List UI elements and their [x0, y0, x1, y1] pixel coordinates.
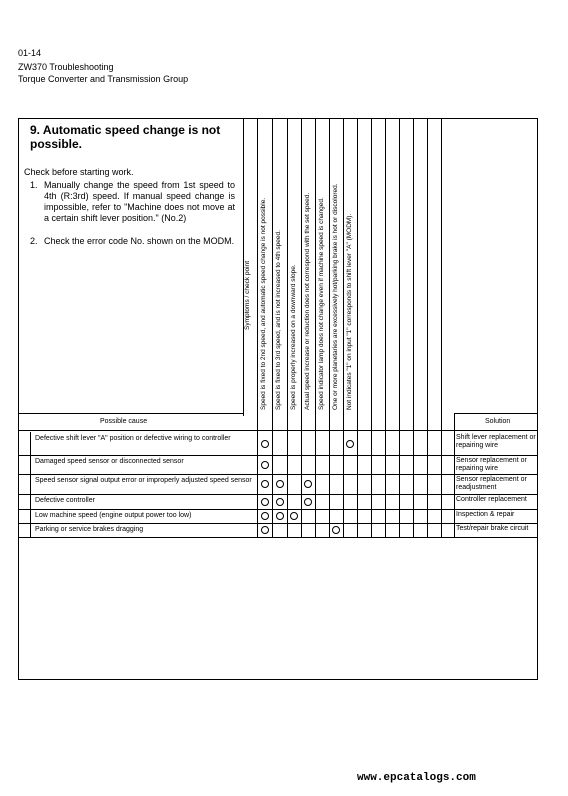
check-mark-circle: [261, 498, 269, 506]
cause-text: Damaged speed sensor or disconnected sensor: [35, 458, 184, 465]
row-divider: [18, 474, 538, 475]
column-divider: [30, 432, 31, 537]
check-number: 2.: [30, 236, 38, 246]
check-number: 1.: [30, 180, 38, 190]
column-divider: [454, 413, 455, 537]
cause-text: Defective shift lever "A" position or defective wiring to controller: [35, 435, 231, 442]
row-divider: [18, 455, 538, 456]
symptoms-header: Symptoms / check point: [244, 261, 251, 330]
check-mark-circle: [346, 440, 354, 448]
symptom-label: Speed is properly increased on a downward slope.: [290, 264, 297, 410]
check-mark-circle: [276, 480, 284, 488]
solution-text: Test/repair brake circuit: [456, 525, 529, 532]
solution-text: Sensor replacement or repairing wire: [456, 457, 527, 472]
check-mark-circle: [276, 512, 284, 520]
row-divider: [454, 413, 538, 414]
symptom-label: One or more planetaries are excessively hot/parking brake is hot or discolored.: [332, 183, 339, 410]
intro-text: Check before starting work.: [24, 167, 134, 177]
symptom-label: Not indicates "1" on input "1" corresponds to shift lever "A" (MODM).: [346, 213, 353, 410]
model-title: ZW370 Troubleshooting: [18, 62, 114, 72]
check-mark-circle: [276, 498, 284, 506]
row-divider: [18, 523, 538, 524]
cause-text: Low machine speed (engine output power too low): [35, 512, 192, 519]
check-mark-circle: [261, 512, 269, 520]
check-item: [30, 236, 235, 247]
row-divider: [18, 509, 538, 510]
check-mark-circle: [261, 461, 269, 469]
check-mark-circle: [304, 480, 312, 488]
page-number: 01-14: [18, 48, 42, 58]
symptom-label: Speed is fixed to 2nd speed, and automatic speed change is not possible.: [260, 197, 267, 410]
cause-header: Possible cause: [100, 418, 148, 425]
check-mark-circle: [261, 480, 269, 488]
watermark: www.epcatalogs.com: [357, 772, 476, 784]
check-item: [30, 180, 235, 224]
check-mark-circle: [332, 526, 340, 534]
solution-text: Shift lever replacement or repairing wire: [456, 434, 536, 449]
check-text: Manually change the speed from 1st speed to 4th (R:3rd) speed. If manual speed change is impossible, refer to "Machine does not move at a certain shift lever position." (No.2): [44, 180, 235, 223]
cause-text: Parking or service brakes dragging: [35, 526, 144, 533]
section-title: 9. Automatic speed change is not possible.: [30, 123, 221, 151]
cause-text: Speed sensor signal output error or improperly adjusted speed sensor: [35, 477, 252, 484]
row-divider: [18, 413, 243, 414]
solution-header: Solution: [485, 418, 511, 425]
check-text: Check the error code No. shown on the MODM.: [44, 236, 235, 246]
check-mark-circle: [261, 440, 269, 448]
row-divider: [18, 430, 538, 431]
solution-text: Sensor replacement or readjustment: [456, 476, 527, 491]
solution-text: Inspection & repair: [456, 511, 515, 518]
symptom-label: Speed indicator lamp does not change even if machine speed is changed.: [318, 197, 325, 410]
symptom-label: Speed is fixed to 3rd speed, and is not increased to 4th speed.: [275, 230, 282, 410]
check-mark-circle: [261, 526, 269, 534]
cause-text: Defective controller: [35, 497, 95, 504]
solution-text: Controller replacement: [456, 496, 527, 503]
symptom-label: Actual speed increase or reduction does not correspond with the set speed.: [304, 192, 311, 410]
row-divider: [18, 537, 538, 538]
check-mark-circle: [290, 512, 298, 520]
check-mark-circle: [304, 498, 312, 506]
group-title: Torque Converter and Transmission Group: [18, 74, 189, 84]
row-divider: [18, 494, 538, 495]
